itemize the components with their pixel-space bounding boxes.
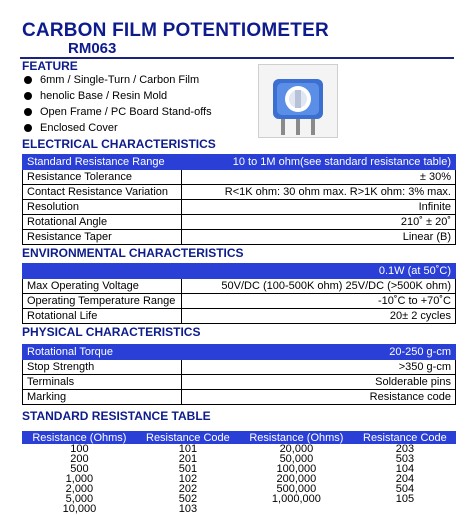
feature-item: henolic Base / Resin Mold [24, 88, 212, 104]
table-row: Max Operating Voltage 50V/DC (100-500K ohm) 25V/DC (>500K ohm) [23, 279, 456, 294]
physical-table [22, 344, 456, 405]
table-row: 200 201 50,000 503 [70, 453, 415, 465]
potentiometer-photo [258, 64, 338, 138]
table-row: Rotational Life 20± 2 cycles [23, 309, 456, 324]
table-row: 2,000 202 500,000 504 [65, 483, 415, 495]
model-number: RM063 [68, 40, 117, 57]
bullet-icon [24, 92, 32, 100]
bullet-icon [24, 124, 32, 132]
bullet-icon [24, 108, 32, 116]
feature-item: Enclosed Cover [24, 120, 212, 136]
table-row: Rotational Angle 210˚ ± 20˚ [23, 215, 456, 230]
table-row: Resistance Taper Linear (B) [23, 230, 456, 245]
feature-item: Open Frame / PC Board Stand-offs [24, 104, 212, 120]
title-divider [20, 57, 454, 59]
table-row: 500 501 100,000 104 [70, 463, 415, 475]
table-row: Stop Strength >350 g-cm [23, 360, 456, 375]
feature-heading: FEATURE [22, 59, 78, 73]
electrical-table [22, 154, 456, 245]
resistance-table [22, 431, 456, 514]
physical-heading: PHYSICAL CHARACTERISTICS [22, 325, 201, 339]
bullet-icon [24, 76, 32, 84]
table-row: Resolution Infinite [23, 200, 456, 215]
table-row: 10,000 103 [62, 503, 198, 515]
table-row: 1,000 102 200,000 204 [65, 473, 415, 485]
electrical-heading: ELECTRICAL CHARACTERISTICS [22, 137, 216, 151]
table-row: Terminals Solderable pins [23, 375, 456, 390]
table-row: 100 101 20,000 203 [70, 443, 415, 455]
table-row: 0.1W (at 50˚C) [23, 264, 456, 279]
feature-list [24, 72, 212, 136]
table-row: Contact Resistance Variation R<1K ohm: 30 ohm max. R>1K ohm: 3% max. [23, 185, 456, 200]
potentiometer-icon [259, 65, 337, 137]
table-row: Marking Resistance code [23, 390, 456, 405]
table-row: Standard Resistance Range 10 to 1M ohm(see standard resistance table) [23, 155, 456, 170]
resistance-table-heading: STANDARD RESISTANCE TABLE [22, 409, 211, 423]
table-row: 5,000 502 1,000,000 105 [65, 493, 415, 505]
table-row: Rotational Torque 20-250 g-cm [23, 345, 456, 360]
environmental-heading: ENVIRONMENTAL CHARACTERISTICS [22, 246, 244, 260]
table-header-row: Resistance (Ohms) Resistance Code Resistance (Ohms) Resistance Code [22, 431, 456, 444]
table-row: Operating Temperature Range -10˚C to +70˚C [23, 294, 456, 309]
environmental-table [22, 263, 456, 324]
page-title: CARBON FILM POTENTIOMETER [22, 20, 329, 41]
table-row: Resistance Tolerance ± 30% [23, 170, 456, 185]
feature-item: 6mm / Single-Turn / Carbon Film [24, 72, 212, 88]
